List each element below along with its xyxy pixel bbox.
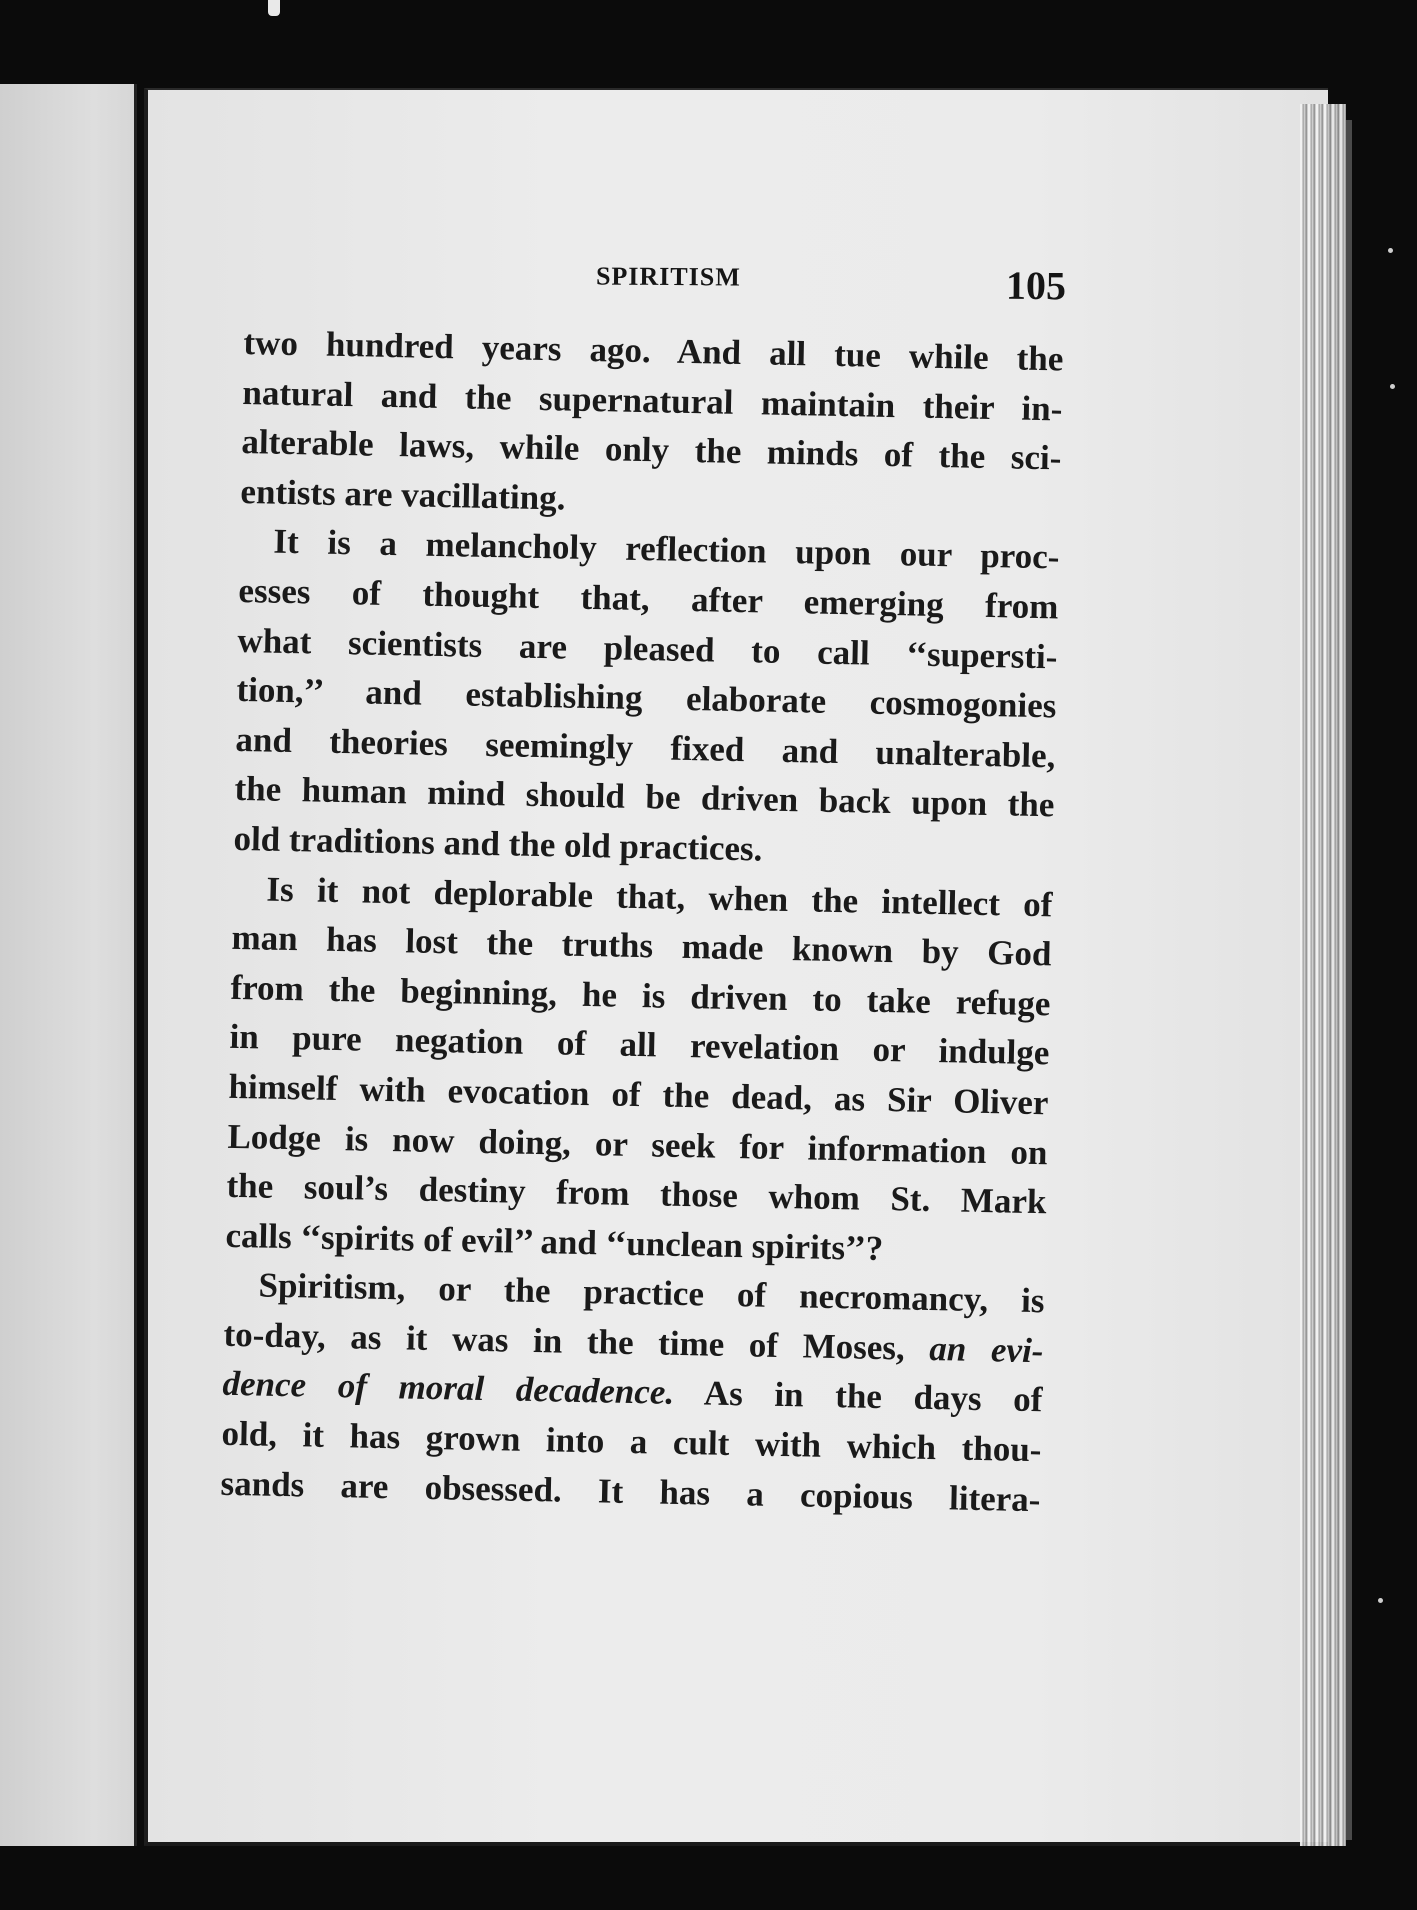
text-line: tion,’’ and establishing elaborate cosmogonies: [236, 670, 1057, 726]
text-line: Is it not deplorable that, when the intellect of: [266, 869, 1053, 924]
italic-text: an evi-: [929, 1328, 1044, 1371]
italic-text: dence of moral decadence.: [222, 1364, 675, 1413]
text-line: two hundred years ago. And all tue while the: [243, 322, 1064, 379]
text-line: himself with evocation of the dead, as Sir Oliver: [228, 1066, 1049, 1123]
text-line: and theories seemingly fixed and unalterable,: [235, 719, 1056, 776]
text-line: esses of thought that, after emerging from: [238, 570, 1059, 627]
text-line: Lodge is now doing, or seek for information on: [227, 1116, 1048, 1172]
text-line: old, it has grown into a cult with which thou-: [221, 1413, 1042, 1470]
text-line: It is a melancholy reflection upon our proc-: [273, 522, 1060, 577]
text-line: the soul’s destiny from those whom St. Mark: [226, 1165, 1047, 1222]
text-line: Spiritism, or the practice of necromancy, is: [258, 1265, 1045, 1321]
text-line: from the beginning, he is driven to take refuge: [230, 967, 1051, 1024]
running-head: SPIRITISM: [595, 261, 741, 292]
text-span: As in the days of: [673, 1373, 1043, 1420]
text-line: old traditions and the old practices.: [233, 818, 763, 869]
text-line: what scientists are pleased to call ‘‘supersti-: [237, 620, 1058, 676]
page-number: 105: [1005, 262, 1067, 309]
text-line: sands are obsessed. It has a copious litera-: [220, 1463, 1041, 1519]
text-line: calls ‘‘spirits of evil’’ and ‘‘unclean spirits’’?: [225, 1215, 884, 1268]
text-line: alterable laws, while only the minds of the sci-: [241, 422, 1062, 478]
scan-artifact: [1378, 1598, 1383, 1603]
scan-artifact: [268, 0, 280, 16]
text-line: the human mind should be driven back upon the: [234, 769, 1055, 825]
text-line: in pure negation of all revelation or indulge: [229, 1017, 1050, 1073]
scan-artifact: [1390, 384, 1395, 389]
scan-artifact: [1388, 248, 1393, 253]
facing-page-edge: [0, 84, 137, 1846]
body-text: [220, 318, 1064, 1524]
text-line: natural and the supernatural maintain their in-: [242, 372, 1063, 429]
text-span: to-day, as it was in the time of Moses,: [223, 1314, 930, 1368]
text-line: man has lost the truths made known by God: [231, 918, 1052, 974]
page-stack-shadow: [1346, 120, 1352, 1840]
text-line: entists are vacillating.: [240, 471, 566, 518]
page-stack-edges: [1300, 104, 1346, 1846]
